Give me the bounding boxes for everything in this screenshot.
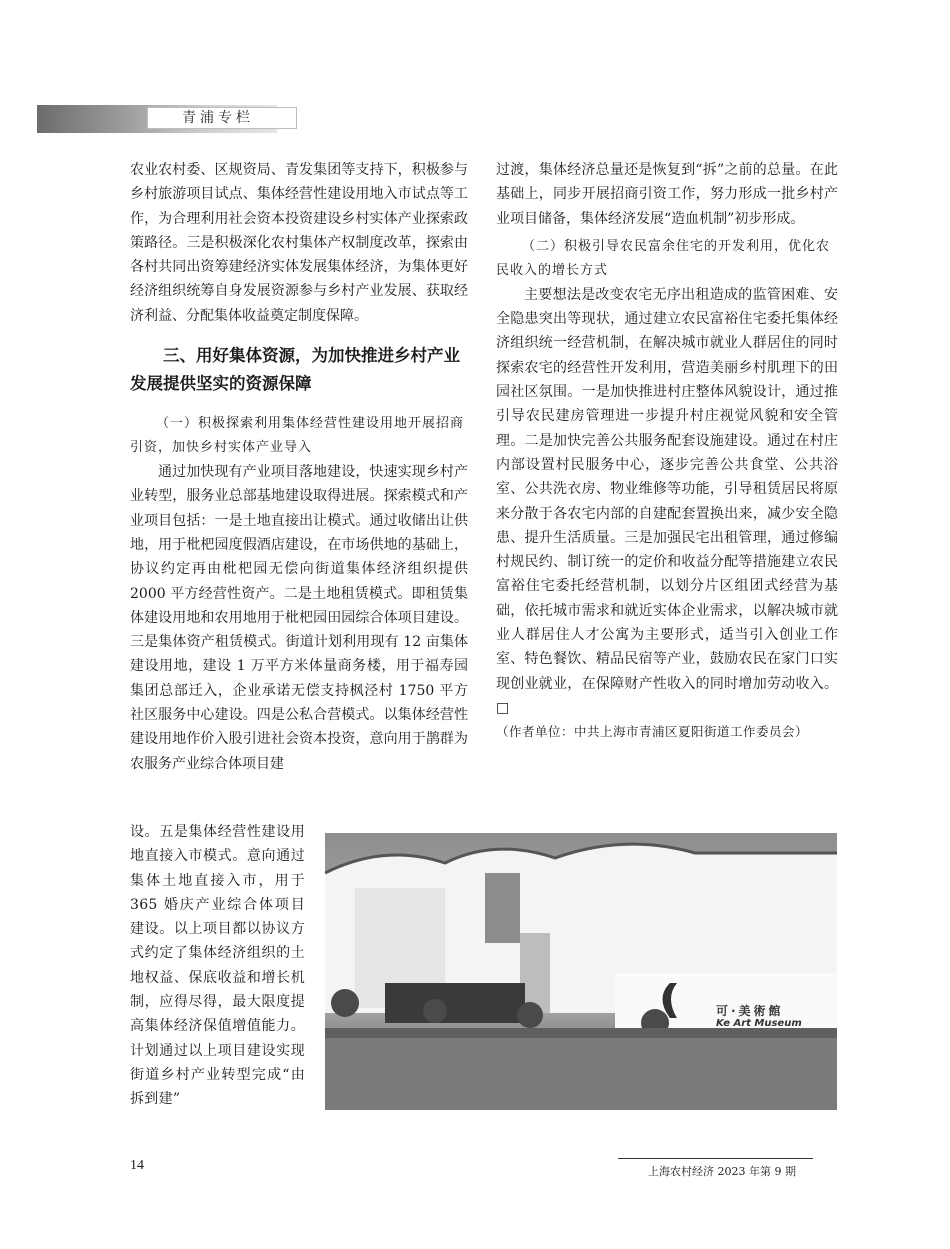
museum-sign-english: Ke Art Museum bbox=[716, 1018, 802, 1029]
right-paragraph-2: 主要想法是改变农宅无序出租造成的监管困难、安全隐患突出等现状，通过建立农民富裕住宅委托集体经济组织统一经营机制，在解决城市就业人群居住的同时探索农宅的经营性开发利用，营造美丽乡村肌理下的田园社区氛围。一是加快推进村庄整体风貌设计，通过推引导农民建房管理进一步提升村庄视觉风貌和安全管理。二是加快完善公共服务配套设施建设。通过在村庄内部设置村民服务中心，逐步完善公共食堂、公共浴室、公共洗衣房、物业维修等功能，引导租赁居民将原来分散于各农宅内部的自建配套置换出来，减少安全隐患、提升生活质量。三是加强民宅出租管理，通过修编村规民约、制订统一的定价和收益分配等措施建立农民富裕住宅委托经营机制，以划分片区组团式经营为基础，依托城市需求和就近实体企业需求，以解决城市就业人群居住人才公寓为主要形式，适当引入创业工作室、特色餐饮、精品民宿等产业，鼓励农民在家门口实现创业就业，在保障财产性收入的同时增加劳动收入。□ bbox=[496, 286, 838, 716]
left-wrap-column bbox=[130, 820, 305, 1112]
left-paragraph-2-continued: 设。五是集体经营性建设用地直接入市模式。意向通过集体土地直接入市，用于 365 婚庆产业综合体项目建设。以上项目都以协议方式约定了集体经济组织的土地权益、保底收益和增长机制，应得尽得，最大限度提高集体经济保值增值能力。计划通过以上项目建设实现街道乡村产业转型完成“由拆到建” bbox=[130, 824, 305, 1108]
section-heading: 三、用好集体资源，为加快推进乡村产业发展提供坚实的资源保障 bbox=[130, 346, 460, 394]
subheading-1: （一）积极探索利用集体经营性建设用地开展招商引资，加快乡村实体产业导入 bbox=[130, 416, 465, 456]
left-column bbox=[130, 158, 468, 776]
tree bbox=[517, 1002, 543, 1028]
tree bbox=[331, 989, 359, 1017]
right-column bbox=[496, 158, 838, 744]
section-banner bbox=[37, 105, 277, 133]
museum-illustration bbox=[325, 833, 837, 1110]
tree bbox=[423, 999, 447, 1023]
left-paragraph-2: 通过加快现有产业项目落地建设，快速实现乡村产业转型，服务业总部基地建设取得进展。探索模式和产业项目包括：一是土地直接出让模式。通过收储出让供地，用于枇杷园度假酒店建设，在市场供地的基础上，协议约定再由枇杷园无偿向街道集体经济组织提供 2000 平方经营性资产。二是土地租赁模式。即租赁集体建设用地和农用地用于枇杷园田园综合体项目建设。三是集体资产租赁模式。街道计划利用现有 12 亩集体建设用地，建设 1 万平方米体量商务楼，用于福寿园集团总部迁入，企业承诺无偿支持枫泾村 1750 平方社区服务中心建设。四是公私合营模式。以集体经营性建设用地作价入股引进社会资本投资，意向用于鹊群为农服务产业综合体项目建 bbox=[130, 464, 468, 772]
footer-rule bbox=[618, 1158, 813, 1159]
column-tag: 青浦专栏 bbox=[147, 107, 297, 129]
lattice-window bbox=[485, 873, 520, 943]
right-paragraph-1: 过渡，集体经济总量还是恢复到“拆”之前的总量。在此基础上，同步开展招商引资工作，努力形成一批乡村产业项目储备，集体经济发展“造血机制”初步形成。 bbox=[496, 162, 838, 227]
subheading-2: （二）积极引导农民富余住宅的开发利用，优化农民收入的增长方式 bbox=[496, 238, 831, 278]
lawn bbox=[325, 1028, 837, 1110]
journal-footer: 上海农村经济 2023 年第 9 期 bbox=[648, 1165, 796, 1178]
hedge bbox=[325, 1028, 837, 1038]
page-number: 14 bbox=[130, 1158, 144, 1173]
left-paragraph-1: 农业农村委、区规资局、青发集团等支持下，积极参与乡村旅游项目试点、集体经营性建设用地入市试点等工作，为合理利用社会资本投资建设乡村实体产业探索政策路径。三是积极深化农村集体产权制度改革，探索由各村共同出资筹建经济实体发展集体经济，为集体更好经济组织统筹自身发展资源参与乡村产业发展、获取经济利益、分配集体收益奠定制度保障。 bbox=[130, 162, 468, 324]
author-affiliation: （作者单位：中共上海市青浦区夏阳街道工作委员会） bbox=[496, 724, 809, 740]
museum-photo bbox=[325, 833, 837, 1110]
dark-wall bbox=[385, 983, 525, 1023]
museum-sign-chinese: 可·美術館 bbox=[716, 1004, 784, 1018]
